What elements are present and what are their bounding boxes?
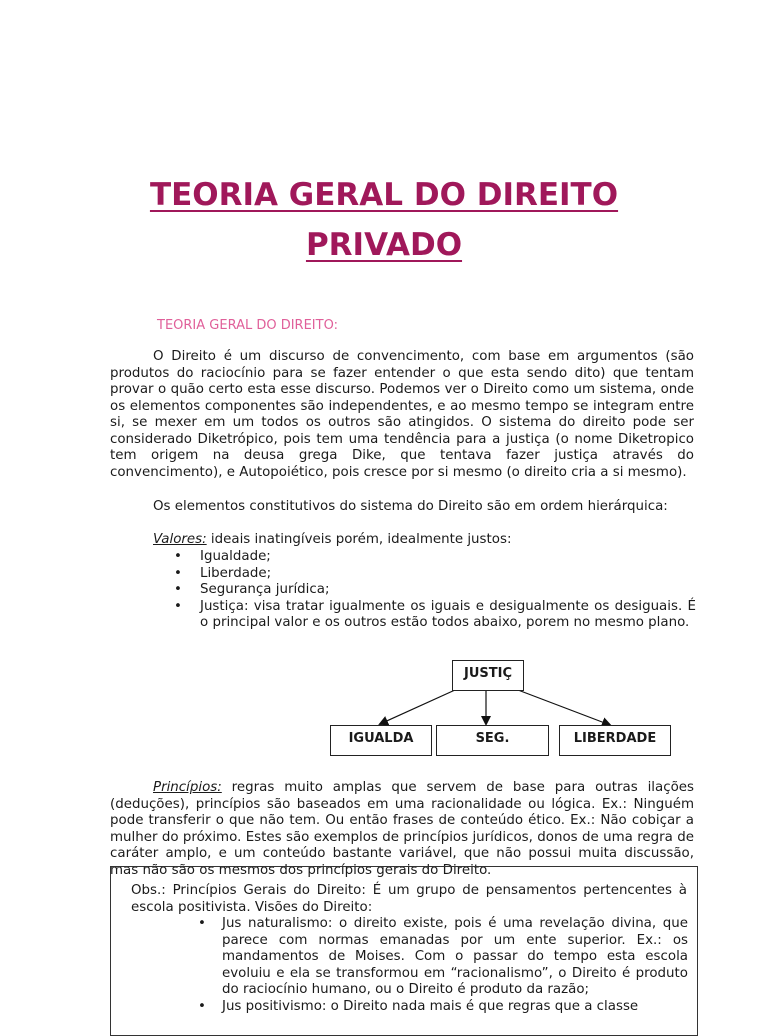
obs-intro: Obs.: Princípios Gerais do Direito: É um grupo de pensamentos pertencentes à escola positivista. Visões do Direito:	[131, 883, 687, 915]
list-item: • Igualdade;	[174, 549, 696, 566]
title-line-1: TEORIA GERAL DO DIREITO	[149, 177, 619, 213]
list-item: • Liberdade;	[174, 566, 696, 583]
paragraph-intro: O Direito é um discurso de convencimento, com base em argumentos (são produtos do raciocínio para se fazer entender o que esta sendo dito) que tentam provar o quão certo esta esse discurso. Podemos ver o Direito como um sistema, onde os elementos componentes são independentes, e ao mesmo tempo se integram entre si, se mexer em um todos os outros são atingidos. O sistema do direito pode ser considerado Diketrópico, pois tem uma tendência para a justiça (o nome Diketropico tem origem na deusa grega Dike, que tentava fazer justiça através do convencimento), e Autopoiético, pois cresce por si mesmo (o direito cria a si mesmo).	[110, 349, 694, 480]
valores-list	[174, 549, 696, 632]
obs-list	[198, 916, 688, 1015]
list-item: • Jus positivismo: o Direito nada mais é que regras que a classe	[198, 999, 688, 1016]
paragraph-elements: Os elementos constitutivos do sistema do Direito são em ordem hierárquica:	[153, 499, 668, 514]
valores-label: Valores:	[153, 532, 207, 547]
title-line-2: PRIVADO	[305, 227, 463, 263]
arrow-to-liberdade	[518, 690, 610, 725]
diagram-box-justica: JUSTIÇ	[452, 660, 524, 691]
valores-text: ideais inatingíveis porém, idealmente justos:	[206, 532, 512, 547]
valores-line	[110, 532, 694, 549]
principios-label: Princípios:	[153, 780, 222, 795]
list-item: • Justiça: visa tratar igualmente os iguais e desigualmente os desiguais. É o principal valor e os outros estão todos abaixo, porem no mesmo plano.	[174, 599, 696, 632]
list-item: • Jus naturalismo: o direito existe, pois é uma revelação divina, que parece com normas emanadas por um ente superior. Ex.: os mandamentos de Moises. Com o passar do tempo esta escola evoluiu e ela se transformou em “racionalismo”, o Direito é produto do raciocínio humano, ou o Direito é produto da razão;	[198, 916, 688, 999]
section-heading: TEORIA GERAL DO DIREITO:	[157, 318, 338, 333]
arrow-to-igualdade	[380, 690, 455, 724]
paragraph-principios	[110, 780, 694, 879]
diagram-box-seg: SEG.	[436, 725, 549, 756]
diagram-box-liberdade: LIBERDADE	[559, 725, 671, 756]
list-item: • Segurança jurídica;	[174, 582, 696, 599]
document-title	[0, 170, 768, 270]
diagram-box-igualdade: IGUALDA	[330, 725, 432, 756]
principios-text: regras muito amplas que servem de base para outras ilações (deduções), princípios são baseados em uma racionalidade ou lógica. Ex.: Ninguém pode transferir o que não tem. Ou então frases de conteúdo ético. Ex.: Não cobiçar a mulher do próximo. Estes são exemplos de princípios jurídicos, donos de uma regra de caráter amplo, e um conteúdo bastante variável, que não possui muita discussão, mas não são os mesmos dos princípios gerais do Direito.	[110, 780, 694, 878]
